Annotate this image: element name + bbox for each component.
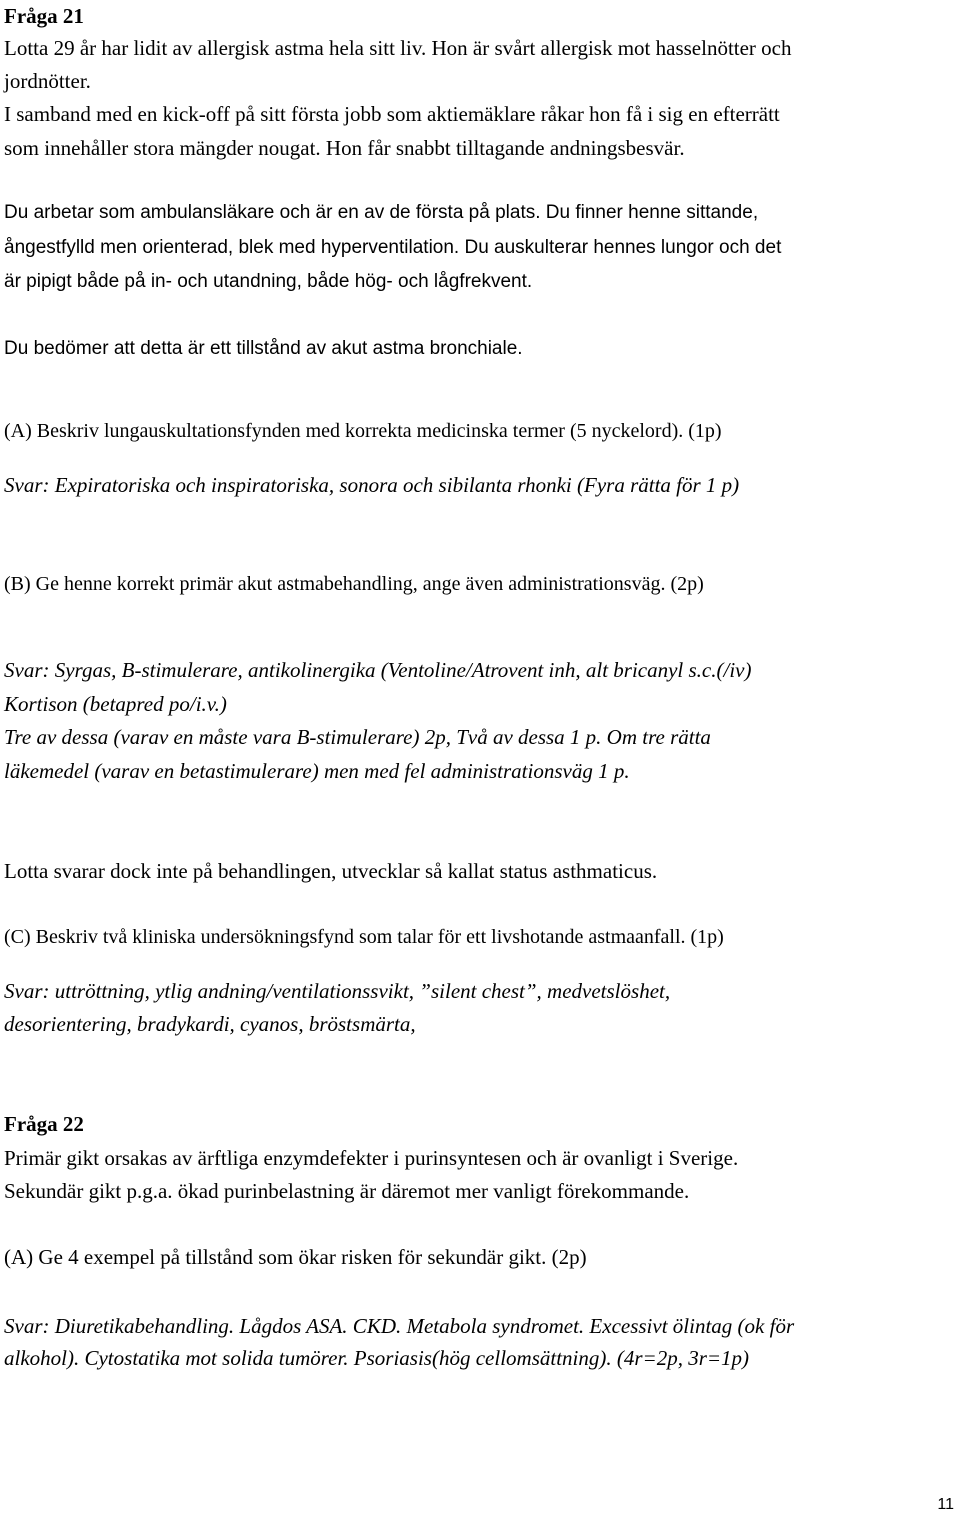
question-21-heading: Fråga 21 bbox=[4, 4, 84, 28]
q22-part-a-answer-line-1: Svar: Diuretikabehandling. Lågdos ASA. CKD. Metabola syndromet. Excessivt ölintag (ok för bbox=[4, 1314, 795, 1338]
q22-part-a-answer-line-2: alkohol). Cytostatika mot solida tumörer. Psoriasis(hög cellomsättning). (4r=2p, 3r=1p) bbox=[4, 1346, 750, 1370]
q21-part-b-answer-line-1: Svar: Syrgas, B-stimulerare, antikolinergika (Ventoline/Atrovent inh, alt bricanyl s.c.(/iv) bbox=[4, 658, 752, 682]
q21-part-a-answer: Svar: Expiratoriska och inspiratoriska, sonora och sibilanta rhonki (Fyra rätta för 1 p) bbox=[4, 473, 740, 497]
q21-assessment: Du bedömer att detta är ett tillstånd av akut astma bronchiale. bbox=[4, 338, 523, 359]
q21-part-b-answer-line-4: läkemedel (varav en betastimulerare) men med fel administrationsväg 1 p. bbox=[4, 759, 630, 783]
q22-part-a-question: (A) Ge 4 exempel på tillstånd som ökar risken för sekundär gikt. (2p) bbox=[4, 1245, 587, 1269]
q21-part-b-question: (B) Ge henne korrekt primär akut astmabehandling, ange även administrationsväg. (2p) bbox=[4, 573, 704, 595]
q21-part-b-answer-line-3: Tre av dessa (varav en måste vara B-stimulerare) 2p, Två av dessa 1 p. Om tre rätta bbox=[4, 725, 711, 749]
page-number: 11 bbox=[937, 1496, 954, 1513]
q21-continuation: Lotta svarar dock inte på behandlingen, utvecklar så kallat status asthmaticus. bbox=[4, 859, 658, 883]
q21-intro-line-1: Lotta 29 år har lidit av allergisk astma hela sitt liv. Hon är svårt allergisk mot hasselnötter och bbox=[4, 36, 792, 60]
q21-scenario-line-3: är pipigt både på in- och utandning, både hög- och lågfrekvent. bbox=[4, 271, 533, 292]
q21-scenario-line-1: Du arbetar som ambulansläkare och är en av de första på plats. Du finner henne sittande, bbox=[4, 202, 759, 223]
q21-part-c-answer-line-1: Svar: uttröttning, ytlig andning/ventilationssvikt, ”silent chest”, medvetslöshet, bbox=[4, 979, 671, 1003]
q21-part-a-question: (A) Beskriv lungauskultationsfynden med korrekta medicinska termer (5 nyckelord). (1p) bbox=[4, 420, 722, 442]
q21-part-c-answer-line-2: desorientering, bradykardi, cyanos, bröstsmärta, bbox=[4, 1012, 416, 1036]
q22-intro-line-1: Primär gikt orsakas av ärftliga enzymdefekter i purinsyntesen och är ovanligt i Sverige. bbox=[4, 1146, 739, 1170]
question-22-heading: Fråga 22 bbox=[4, 1112, 84, 1136]
q21-scenario-line-2: ångestfylld men orienterad, blek med hyperventilation. Du auskulterar hennes lungor och det bbox=[4, 237, 782, 258]
q21-part-c-question: (C) Beskriv två kliniska undersökningsfynd som talar för ett livshotande astmaanfall. (1p) bbox=[4, 926, 724, 948]
q22-intro-line-2: Sekundär gikt p.g.a. ökad purinbelastning är däremot mer vanligt förekommande. bbox=[4, 1179, 690, 1203]
q21-intro-line-4: som innehåller stora mängder nougat. Hon får snabbt tilltagande andningsbesvär. bbox=[4, 136, 685, 160]
q21-part-b-answer-line-2: Kortison (betapred po/i.v.) bbox=[4, 692, 227, 716]
q21-intro-line-2: jordnötter. bbox=[4, 69, 91, 93]
q21-intro-line-3: I samband med en kick-off på sitt första jobb som aktiemäklare råkar hon få i sig en efterrätt bbox=[4, 102, 780, 126]
